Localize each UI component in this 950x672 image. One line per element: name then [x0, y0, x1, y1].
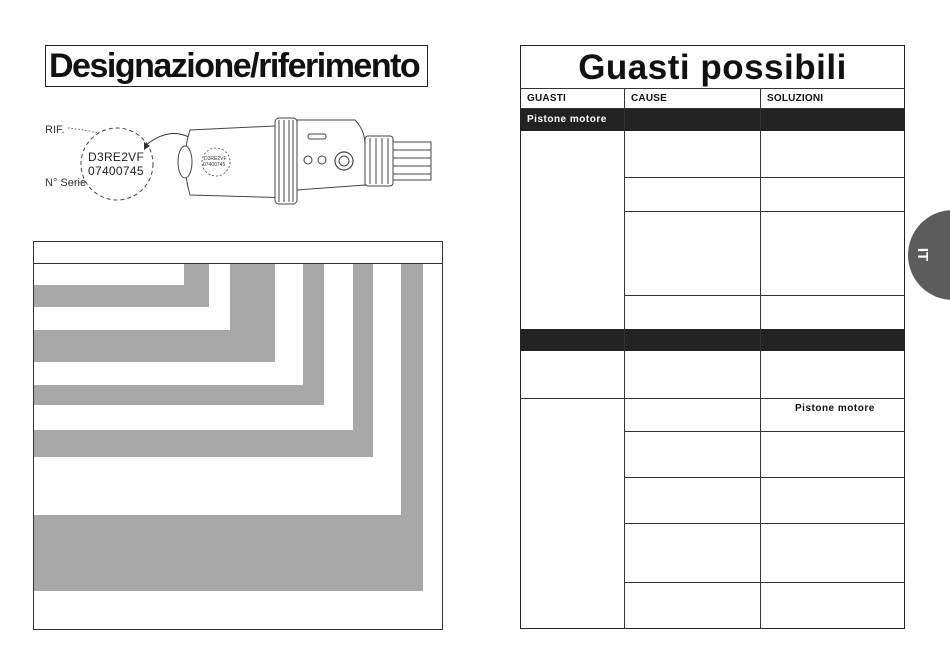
- row-line: [624, 582, 905, 583]
- column-divider-2: [760, 88, 761, 629]
- gray-block-7: [353, 264, 373, 457]
- serial-label: N° Serie: [45, 177, 87, 189]
- gray-block-5: [303, 264, 324, 405]
- table-cell-text: Pistone motore: [795, 403, 875, 414]
- serial-number: 07400745: [88, 164, 144, 178]
- gray-block-2: [34, 285, 184, 307]
- gray-block-6: [34, 385, 303, 405]
- row-line: [520, 398, 905, 399]
- row-line: [624, 431, 905, 432]
- page-title: Designazione/riferimento: [45, 45, 428, 87]
- gray-block-1: [184, 264, 209, 307]
- gray-block-9: [401, 264, 423, 591]
- gray-block-8: [34, 430, 353, 457]
- row-line: [624, 177, 905, 178]
- svg-text:D3RE2VF: D3RE2VF: [204, 156, 227, 162]
- reference-code: D3RE2VF: [88, 150, 145, 164]
- gray-block-10: [34, 515, 401, 591]
- table-title: Guasti possibili: [578, 48, 847, 87]
- gray-block-4: [34, 330, 230, 362]
- section-header-bar-2: [520, 329, 905, 351]
- magnified-label: [88, 150, 144, 178]
- row-line: [624, 523, 905, 524]
- language-tab-label: IT: [914, 247, 932, 262]
- section-header-label: Pistone motore: [527, 114, 607, 125]
- column-header-cause: CAUSE: [631, 93, 668, 104]
- gray-block-3: [230, 264, 275, 362]
- column-header-guasti: GUASTI: [527, 93, 566, 104]
- row-line: [624, 295, 905, 296]
- blank-form-frame: [33, 241, 443, 630]
- title-divider: [520, 88, 905, 89]
- column-header-soluzioni: SOLUZIONI: [767, 93, 824, 104]
- column-divider-1: [624, 88, 625, 629]
- row-line: [624, 211, 905, 212]
- svg-text:07400745: 07400745: [203, 162, 226, 168]
- row-line: [624, 477, 905, 478]
- rif-label: RIF.: [45, 124, 65, 136]
